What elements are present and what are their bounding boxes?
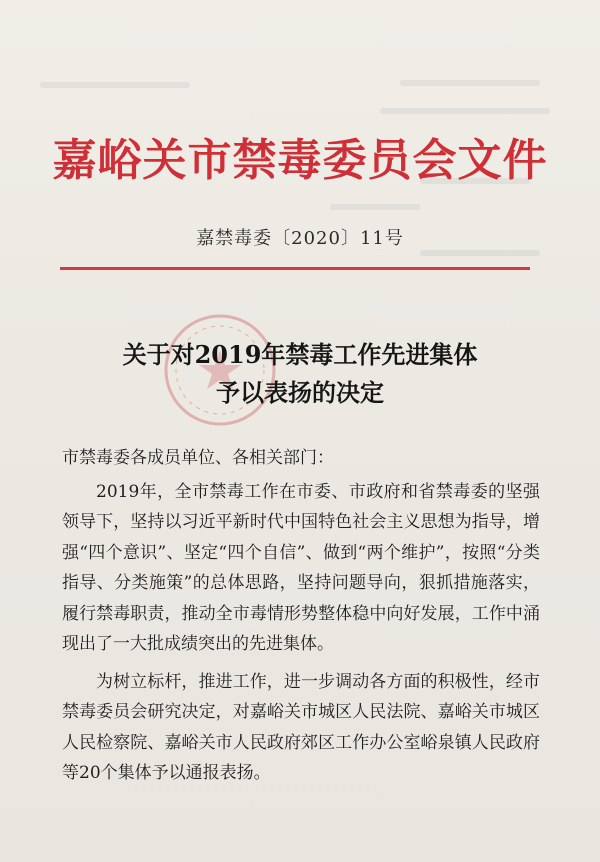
salutation: 市禁毒委各成员单位、各相关部门： bbox=[62, 448, 334, 468]
document-body bbox=[62, 443, 540, 789]
body-paragraph-2: 为树立标杆，推进工作，进一步调动各方面的积极性，经市禁毒委员会研究决定，对嘉峪关市城区人民法院、嘉峪关市城区人民检察院、嘉峪关市人民政府郊区工作办公室峪泉镇人民政府等20个集体予以通报表扬。 bbox=[62, 671, 540, 783]
issuing-organization-title: 嘉峪关市禁毒委员会文件 bbox=[52, 135, 548, 186]
document-title-line-1: 关于对2019年禁毒工作先进集体 bbox=[122, 340, 478, 369]
red-separator-line bbox=[60, 267, 530, 270]
body-paragraph-1: 2019年，全市禁毒工作在市委、市政府和省禁毒委的坚强领导下，坚持以习近平新时代中国特色社会主义思想为指导，增强“四个意识”、坚定“四个自信”、做到“两个维护”，按照“分类指导、分类施策”的总体思路，坚持问题导向，狠抓措施落实，履行禁毒职责，推动全市毒情形势整体稳中向好发展，工作中涌现出了一大批成绩突出的先进集体。 bbox=[62, 481, 540, 654]
document-title bbox=[0, 336, 600, 412]
document-number: 嘉禁毒委〔2020〕11号 bbox=[196, 228, 404, 249]
document-title-line-2: 予以表扬的决定 bbox=[216, 378, 384, 407]
